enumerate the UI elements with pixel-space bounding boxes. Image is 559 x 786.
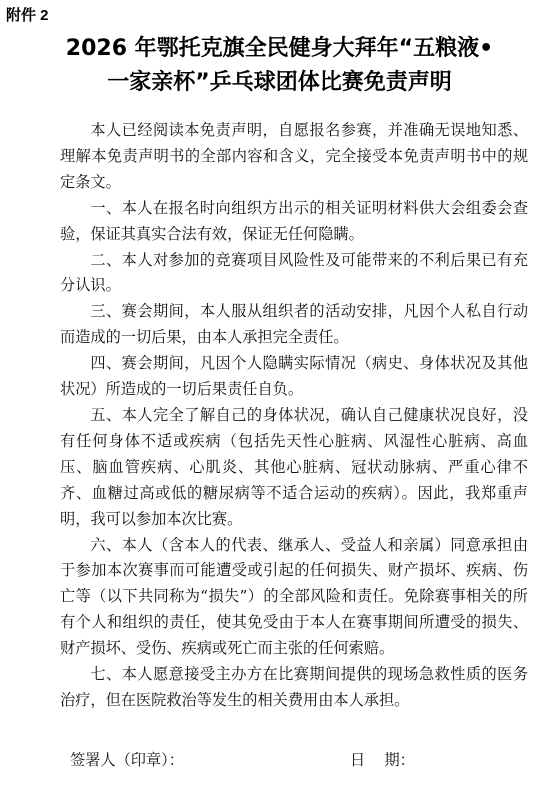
- paragraph-clause-3: 三、赛会期间，本人服从组织者的活动安排，凡因个人私自行动而造成的一切后果，由本人承担完全责任。: [60, 302, 528, 347]
- paragraph-clause-7: 七、本人愿意接受主办方在比赛期间提供的现场急救性质的医务治疗，但在医院救治等发生的相关费用由本人承担。: [60, 665, 528, 709]
- paragraph-clause-6: 六、本人（含本人的代表、继承人、受益人和亲属）同意承担由于参加本次赛事而可能遭受或引起的任何损失、财产损坏、疾病、伤亡等（以下共同称为“损失”）的全部风险和责任。免除赛事相关的所有个人和组织的责任，使其免受由于本人在赛事期间所遭受的损失、财产损坏、受伤、疾病或死亡而主张的任何索赔。: [60, 535, 528, 658]
- paragraph-clause-5: 五、本人完全了解自己的身体状况，确认自己健康状况良好，没有任何身体不适或疾病（包括先天性心脏病、风湿性心脏病、高血压、脑血管疾病、心肌炎、其他心脏病、冠状动脉病、严重心律不齐、血糖过高或低的糖尿病等不适合运动的疾病）。因此，我郑重声明，我可以参加本次比赛。: [60, 405, 528, 528]
- signature-label: 签署人（印章）：: [70, 751, 184, 769]
- document-title: [0, 32, 559, 100]
- paragraph-clause-4: 四、赛会期间，凡因个人隐瞒实际情况（病史、身体状况及其他状况）所造成的一切后果责任自负。: [60, 354, 528, 399]
- document-body: [60, 118, 528, 714]
- attachment-label: 附件 2: [6, 7, 49, 24]
- paragraph-intro: 本人已经阅读本免责声明，自愿报名参赛，并准确无误地知悉、理解本免责声明书的全部内容和含义，完全接受本免责声明书中的规定条文。: [60, 121, 528, 191]
- title-line-1: 2026 年鄂托克旗全民健身大拜年“五粮液•: [65, 36, 494, 61]
- paragraph-clause-2: 二、本人对参加的竞赛项目风险性及可能带来的不利后果已有充分认识。: [60, 250, 528, 295]
- paragraph-clause-1: 一、本人在报名时向组织方出示的相关证明材料供大会组委会查验，保证其真实合法有效，保证无任何隐瞒。: [60, 198, 528, 243]
- title-line-2: 一家亲杯”乒乓球团体比赛免责声明: [107, 70, 452, 95]
- date-label: 日 期：: [350, 751, 415, 769]
